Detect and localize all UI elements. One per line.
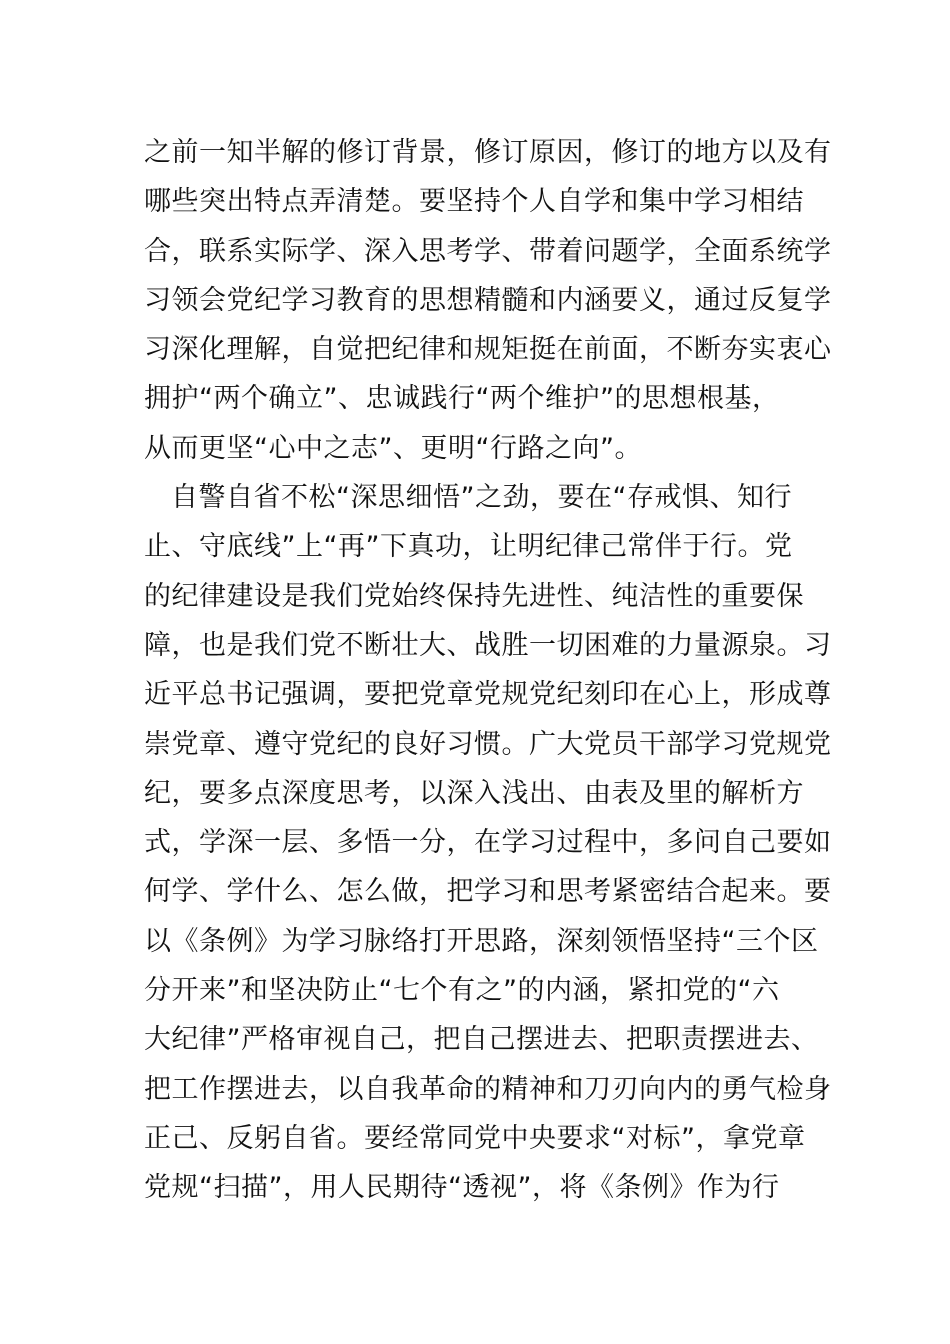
text-line: 把工作摆进去，以自我革命的精神和刀刃向内的勇气检身 — [144, 1073, 832, 1105]
text-line: 之前一知半解的修订背景，修订原因，修订的地方以及有 — [144, 137, 832, 168]
text-line: 合，联系实际学、深入思考学、带着问题学，全面系统学 — [144, 235, 832, 267]
text-line: 纪，要多点深度思考，以深入浅出、由表及里的解析方 — [144, 777, 804, 809]
text-line: 党规“扫描”，用人民期待“透视”，将《条例》作为行 — [144, 1172, 780, 1204]
text-line: 障，也是我们党不断壮大、战胜一切困难的力量源泉。习 — [144, 629, 832, 661]
body-text — [144, 128, 832, 1213]
text-line: 止、守底线”上“再”下真功，让明纪律己常伴于行。党 — [144, 531, 793, 563]
text-line: 拥护“两个确立”、忠诚践行“两个维护”的思想根基， — [144, 383, 780, 415]
text-line: 分开来”和坚决防止“七个有之”的内涵，紧扣党的“六 — [144, 975, 780, 1007]
text-line: 习深化理解，自觉把纪律和规矩挺在前面，不断夯实衷心 — [144, 334, 832, 366]
text-line: 崇党章、遵守党纪的良好习惯。广大党员干部学习党规党 — [144, 728, 832, 760]
paragraph-2 — [144, 473, 832, 1212]
text-line: 从而更坚“心中之志”、更明“行路之向”。 — [144, 432, 642, 464]
text-line: 的纪律建设是我们党始终保持先进性、纯洁性的重要保 — [144, 580, 804, 612]
text-line: 以《条例》为学习脉络打开思路，深刻领悟坚持“三个区 — [144, 925, 819, 957]
text-line: 何学、学什么、怎么做，把学习和思考紧密结合起来。要 — [144, 876, 832, 908]
text-line: 哪些突出特点弄清楚。要坚持个人自学和集中学习相结 — [144, 186, 804, 218]
text-line: 式，学深一层、多悟一分，在学习过程中，多问自己要如 — [144, 827, 832, 859]
text-line: 近平总书记强调，要把党章党规党纪刻印在心上，形成尊 — [144, 679, 832, 711]
text-line: 习领会党纪学习教育的思想精髓和内涵要义，通过反复学 — [144, 284, 832, 316]
text-line: 自警自省不松“深思细悟”之劲，要在“存戒惧、知行 — [171, 482, 792, 514]
text-line: 正己、反躬自省。要经常同党中央要求“对标”，拿党章 — [144, 1122, 806, 1154]
paragraph-1 — [144, 128, 832, 473]
text-line: 大纪律”严格审视自己，把自己摆进去、把职责摆进去、 — [144, 1024, 819, 1056]
